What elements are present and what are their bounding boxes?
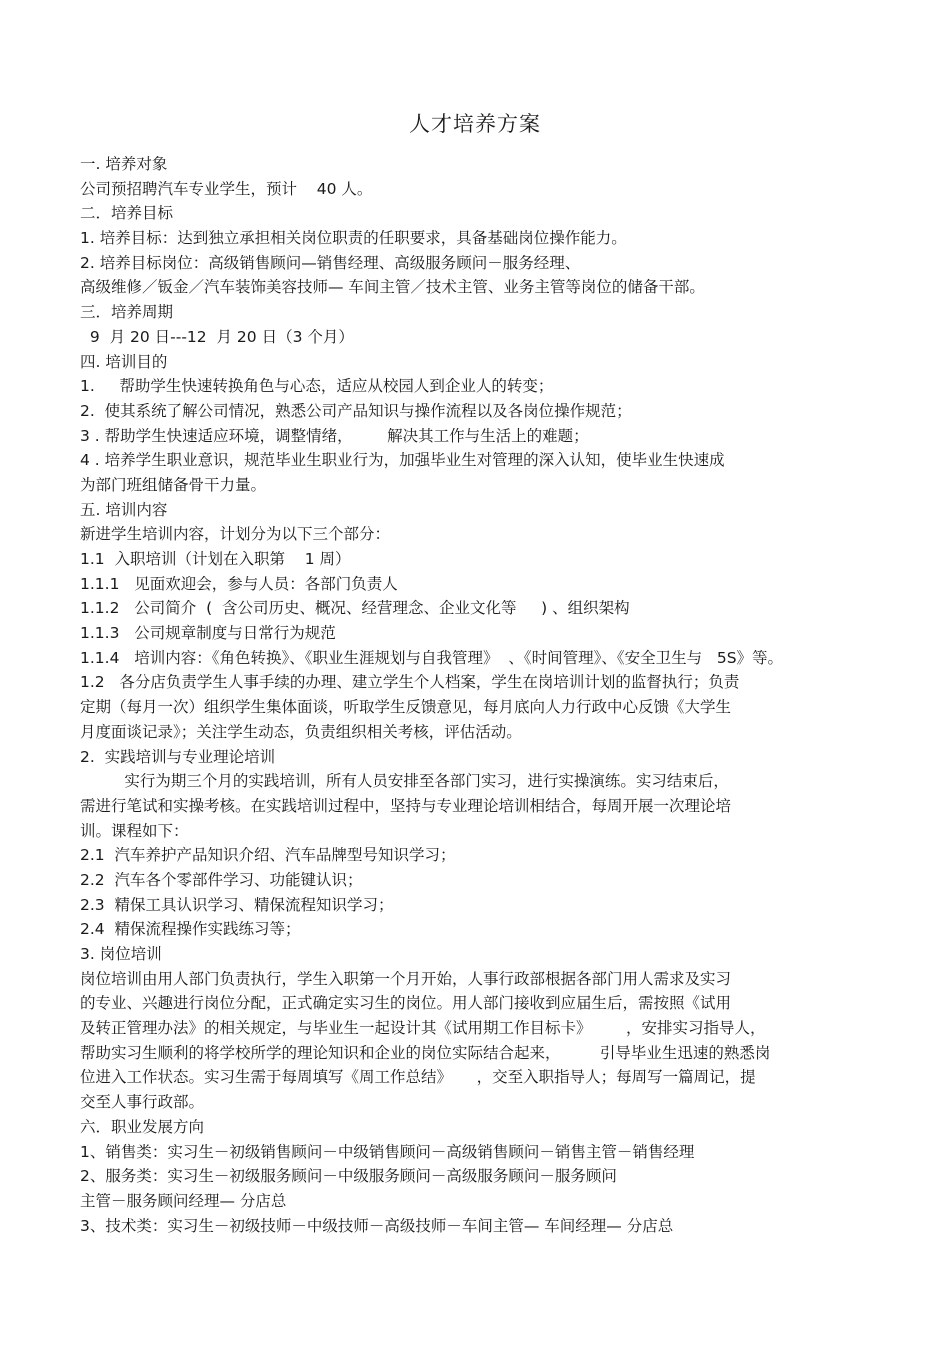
- text-line: 1. 培养目标：达到独立承担相关岗位职责的任职要求，具备基础岗位操作能力。: [80, 229, 627, 248]
- text-line: 实行为期三个月的实践培训，所有人员安排至各部门实习，进行实操演练。实习结束后，: [80, 772, 729, 791]
- text-line: 及转正管理办法》的相关规定，与毕业生一起设计其《试用期工作目标卡》 ，安排实习指导人，: [80, 1019, 766, 1038]
- text-line: 2.1 汽车养护产品知识介绍、汽车品牌型号知识学习；: [80, 846, 456, 865]
- text-line: 主管－服务顾问经理— 分店总: [80, 1191, 287, 1210]
- text-line: 1. 帮助学生快速转换角色与心态，适应从校园人到企业人的转变；: [80, 377, 554, 396]
- text-line: 3、技术类：实习生－初级技师－中级技师－高级技师－车间主管— 车间经理— 分店总: [80, 1216, 674, 1235]
- text-line: 1.1.3 公司规章制度与日常行为规范: [80, 624, 336, 643]
- text-line: 1.2 各分店负责学生人事手续的办理、建立学生个人档案，学生在岗培训计划的监督执行；负责: [80, 673, 740, 692]
- text-line: 1.1.1 见面欢迎会，参与人员：各部门负责人: [80, 574, 398, 593]
- text-line: 的专业、兴趣进行岗位分配，正式确定实习生的岗位。用人部门接收到应届生后，需按照《试用: [80, 994, 732, 1013]
- text-line: 四. 培训目的: [80, 352, 168, 371]
- text-line: 2.3 精保工具认识学习、精保流程知识学习；: [80, 895, 394, 914]
- text-line: 一. 培养对象: [80, 155, 168, 173]
- text-line: 五. 培训内容: [80, 500, 168, 519]
- text-line: 需进行笔试和实操考核。在实践培训过程中，坚持与专业理论培训相结合，每周开展一次理论培: [80, 796, 732, 815]
- text-line: 1.1.2 公司简介 ( 含公司历史、概况、经营理念、企业文化等 ) 、组织架构: [80, 599, 630, 618]
- text-line: 1、销售类：实习生－初级销售顾问－中级销售顾问－高级销售顾问－销售主管－销售经理: [80, 1142, 695, 1161]
- text-line: 训。课程如下：: [80, 821, 189, 840]
- text-line: 为部门班组储备骨干力量。: [80, 475, 267, 494]
- document-title: 人才培养方案: [409, 112, 541, 136]
- text-line: 1.1.4 培训内容：《角色转换》、《职业生涯规划与自我管理》 、《时间管理》、《安全卫生与 5S》等。: [80, 648, 784, 667]
- text-line: 交至人事行政部。: [80, 1093, 205, 1112]
- text-line: 3 . 帮助学生快速适应环境，调整情绪， 解决其工作与生活上的难题；: [80, 426, 589, 445]
- text-line: 2. 实践培训与专业理论培训: [80, 747, 276, 766]
- text-line: 1.1 入职培训（计划在入职第 1 周）: [80, 550, 351, 568]
- text-line: 帮助实习生顺利的将学校所学的理论知识和企业的岗位实际结合起来， 引导毕业生迅速的熟悉岗: [80, 1043, 771, 1062]
- text-line: 二．培养目标: [80, 204, 174, 223]
- text-line: 定期（每月一次）组织学生集体面谈，听取学生反馈意见，每月底向人力行政中心反馈《大学生: [80, 698, 732, 717]
- text-line: 3. 岗位培训: [80, 945, 162, 963]
- text-line: 9 月 20 日---12 月 20 日（3 个月）: [80, 327, 354, 346]
- text-line: 4 . 培养学生职业意识，规范毕业生职业行为，加强毕业生对管理的深入认知，使毕业生快速成: [80, 451, 725, 470]
- text-line: 2. 使其系统了解公司情况，熟悉公司产品知识与操作流程以及各岗位操作规范；: [80, 401, 632, 420]
- text-line: 2.4 精保流程操作实践练习等；: [80, 920, 301, 939]
- text-line: 高级维修／钣金／汽车装饰美容技师— 车间主管／技术主管、业务主管等岗位的储备干部。: [80, 278, 705, 297]
- text-line: 2、服务类：实习生－初级服务顾问－中级服务顾问－高级服务顾问－服务顾问: [80, 1167, 617, 1186]
- document-body: [80, 152, 900, 1238]
- text-line: 2. 培养目标岗位：高级销售顾问—销售经理、高级服务顾问－服务经理、: [80, 253, 581, 272]
- text-line: 三．培养周期: [80, 303, 174, 322]
- text-line: 2.2 汽车各个零部件学习、功能键认识；: [80, 870, 363, 889]
- text-line: 六．职业发展方向: [80, 1117, 205, 1136]
- text-line: 公司预招聘汽车专业学生，预计 40 人。: [80, 179, 373, 198]
- text-line: 月度面谈记录》；关注学生动态，负责组织相关考核，评估活动。: [80, 722, 522, 741]
- text-line: 位进入工作状态。实习生需于每周填写《周工作总结》 ，交至入职指导人；每周写一篇周记，提: [80, 1068, 756, 1087]
- text-line: 新进学生培训内容，计划分为以下三个部分：: [80, 525, 391, 544]
- text-line: 岗位培训由用人部门负责执行，学生入职第一个月开始，人事行政部根据各部门用人需求及实习: [80, 969, 732, 988]
